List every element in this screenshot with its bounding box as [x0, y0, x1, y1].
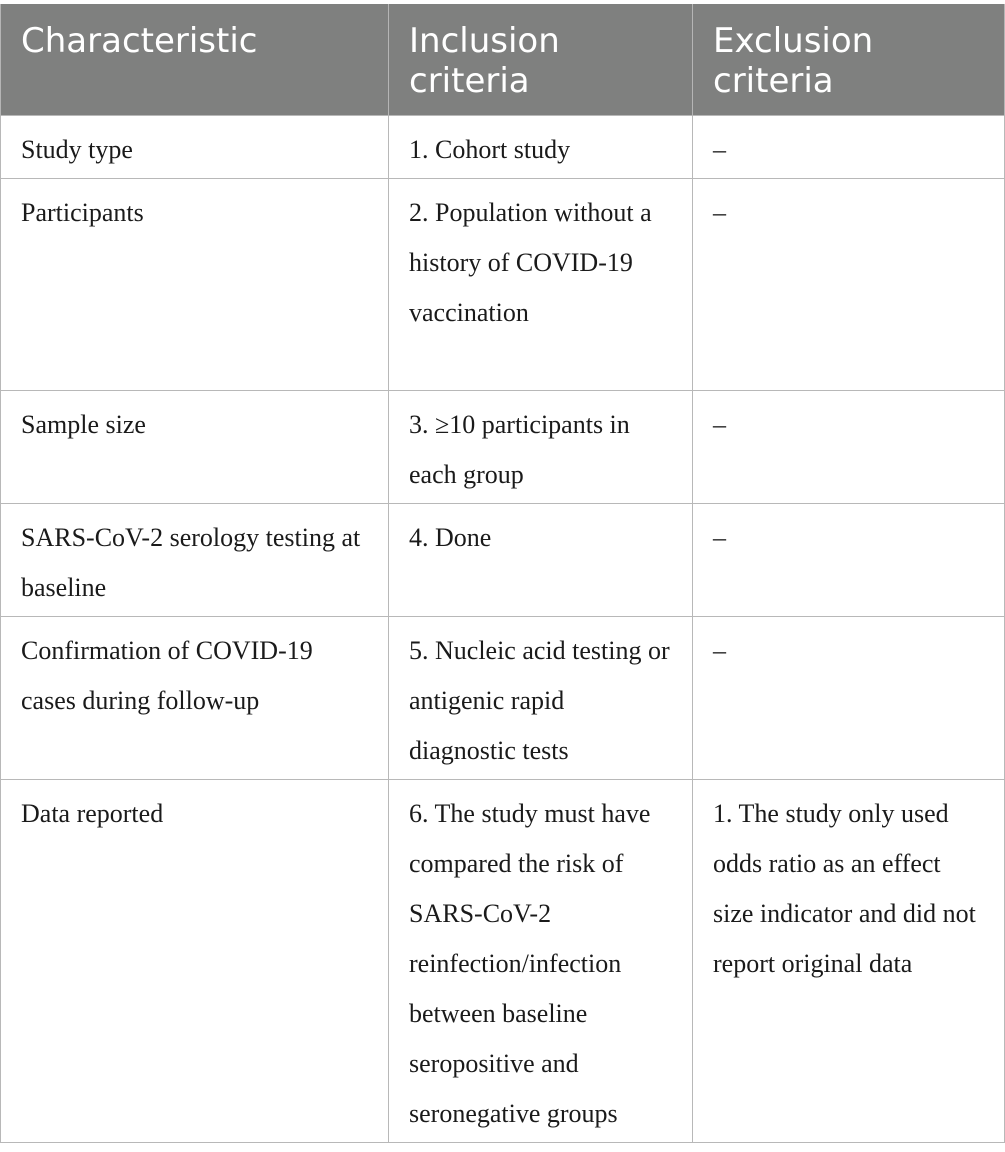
- criteria-table: [0, 4, 1005, 1143]
- cell-characteristic: Data reported: [1, 779, 389, 1142]
- cell-characteristic: Study type: [1, 115, 389, 178]
- header-row: [1, 4, 1005, 115]
- table-row: [1, 779, 1005, 1142]
- table-row: [1, 390, 1005, 503]
- header-exclusion-criteria: Exclusion criteria: [693, 4, 1005, 115]
- cell-exclusion: –: [693, 178, 1005, 390]
- cell-characteristic: Sample size: [1, 390, 389, 503]
- cell-inclusion: 3. ≥10 participants in each group: [389, 390, 693, 503]
- cell-inclusion: 5. Nucleic acid testing or antigenic rapid diagnostic tests: [389, 616, 693, 779]
- cell-exclusion: –: [693, 115, 1005, 178]
- cell-inclusion: 6. The study must have compared the risk of SARS-CoV-2 reinfection/infection between baseline seropositive and seronegative groups: [389, 779, 693, 1142]
- cell-exclusion: –: [693, 503, 1005, 616]
- cell-characteristic: Participants: [1, 178, 389, 390]
- header-characteristic: Characteristic: [1, 4, 389, 115]
- cell-exclusion: –: [693, 390, 1005, 503]
- table-row: [1, 616, 1005, 779]
- header-inclusion-criteria: Inclusion criteria: [389, 4, 693, 115]
- table-row: [1, 115, 1005, 178]
- cell-inclusion: 4. Done: [389, 503, 693, 616]
- cell-inclusion: 1. Cohort study: [389, 115, 693, 178]
- cell-characteristic: Confirmation of COVID-19 cases during follow-up: [1, 616, 389, 779]
- cell-exclusion: 1. The study only used odds ratio as an effect size indicator and did not report original data: [693, 779, 1005, 1142]
- table-row: [1, 178, 1005, 390]
- cell-exclusion: –: [693, 616, 1005, 779]
- cell-characteristic: SARS-CoV-2 serology testing at baseline: [1, 503, 389, 616]
- cell-inclusion: 2. Population without a history of COVID-19 vaccination: [389, 178, 693, 390]
- table-row: [1, 503, 1005, 616]
